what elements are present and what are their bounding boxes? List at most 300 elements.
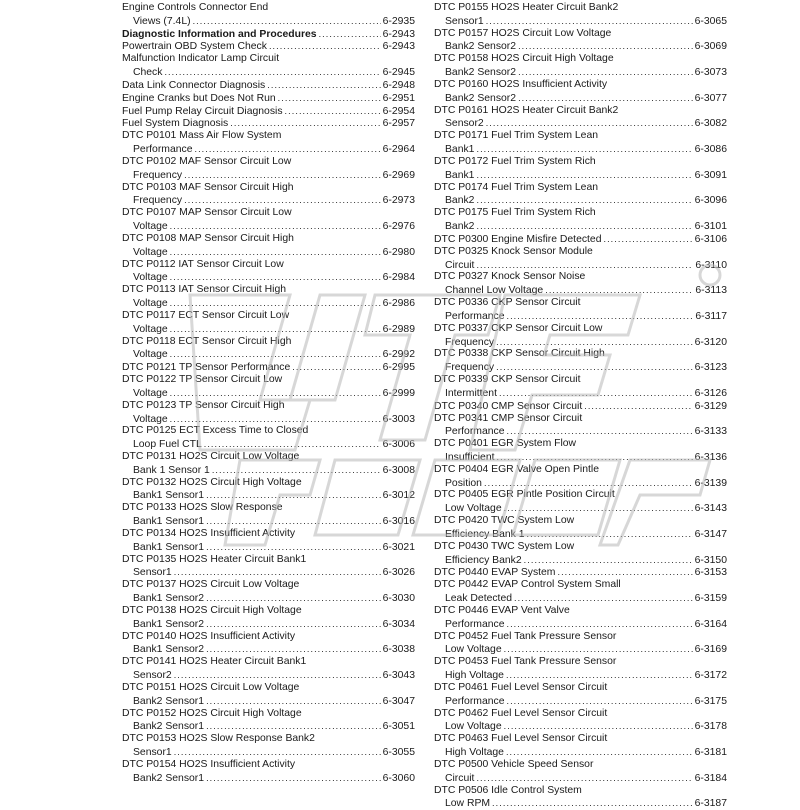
- entry-title-line: Performance: [445, 695, 505, 707]
- entry-title-line: High Voltage: [445, 747, 504, 759]
- page-number: 6-3047: [382, 695, 415, 707]
- page-number: 6-3051: [382, 721, 415, 733]
- toc-right-entry[interactable]: [434, 464, 727, 490]
- toc-left-entry[interactable]: [122, 374, 415, 400]
- page-number: 6-2986: [382, 298, 415, 310]
- entry-title-line: Performance: [445, 618, 505, 630]
- entry-title-line: DTC P0461 Fuel Level Sensor Circuit: [434, 681, 608, 693]
- entry-title-line: Views (7.4L): [133, 15, 191, 27]
- toc-right-column: [434, 2, 727, 810]
- page-number: 6-3003: [382, 413, 415, 425]
- dot-leader: [527, 528, 693, 541]
- entry-title-line: Bank1: [445, 144, 475, 156]
- page-number: 6-3113: [695, 285, 727, 297]
- dot-leader: [506, 425, 692, 438]
- toc-left-entry[interactable]: [122, 361, 415, 374]
- entry-title-line: Low Voltage: [445, 721, 502, 733]
- entry-title-line: DTC P0125 ECT Excess Time to Closed: [122, 425, 309, 437]
- toc-left-entry[interactable]: [122, 233, 415, 259]
- entry-title-line: DTC P0405 EGR Pintle Position Circuit: [434, 489, 615, 501]
- dot-leader: [506, 669, 693, 682]
- page-number: 6-2948: [382, 79, 415, 91]
- page-number: 6-3164: [694, 618, 727, 630]
- toc-left-entry[interactable]: [122, 477, 415, 503]
- entry-title-line: Frequency: [445, 362, 495, 374]
- entry-title-line: DTC P0151 HO2S Circuit Low Voltage: [122, 681, 300, 693]
- entry-title-line: Frequency: [445, 336, 495, 348]
- toc-right-entry[interactable]: [434, 271, 727, 297]
- dot-leader: [545, 284, 693, 297]
- entry-title-line: DTC P0122 TP Sensor Circuit Low: [122, 374, 283, 386]
- dot-leader: [206, 541, 381, 554]
- page-number: 6-3110: [695, 259, 727, 271]
- entry-title-line: Sensor2: [445, 118, 484, 130]
- toc-right-entry[interactable]: [434, 579, 727, 605]
- dot-leader: [506, 746, 693, 759]
- page-number: 6-3021: [382, 541, 415, 553]
- page-number: 6-3136: [694, 451, 727, 463]
- entry-title-line: DTC P0430 TWC System Low: [434, 540, 575, 552]
- entry-title-line: Low Voltage: [445, 644, 502, 656]
- dot-leader: [506, 310, 693, 323]
- entry-title-line: High Voltage: [445, 670, 504, 682]
- toc-right-entry[interactable]: [434, 105, 727, 131]
- toc-left-entry[interactable]: [122, 182, 415, 208]
- dot-leader: [206, 515, 381, 528]
- dot-leader: [193, 15, 381, 28]
- toc-right-entry[interactable]: [434, 566, 727, 579]
- entry-title-line: DTC P0101 Mass Air Flow System: [122, 130, 282, 142]
- dot-leader: [267, 79, 380, 92]
- toc-left-entry[interactable]: [122, 528, 415, 554]
- page-number: 6-3181: [694, 747, 727, 759]
- dot-leader: [518, 66, 693, 79]
- entry-title-line: DTC P0463 Fuel Level Sensor Circuit: [434, 733, 608, 745]
- page-number: 6-2999: [382, 387, 415, 399]
- toc-left-entry[interactable]: [122, 733, 415, 759]
- toc-left-entry[interactable]: [122, 259, 415, 285]
- entry-title-line: Data Link Connector Diagnosis: [122, 79, 266, 91]
- page-number: 6-2964: [382, 144, 415, 156]
- entry-title-line: DTC P0158 HO2S Circuit High Voltage: [434, 53, 614, 65]
- entry-title-line: Sensor1: [133, 567, 172, 579]
- toc-right-entry[interactable]: [434, 438, 727, 464]
- entry-title-line: Channel Low Voltage: [445, 285, 544, 297]
- dot-leader: [170, 387, 381, 400]
- entry-title-line: DTC P0338 CKP Sensor Circuit High: [434, 348, 605, 360]
- toc-right-entry[interactable]: [434, 785, 727, 810]
- toc-right-entry[interactable]: [434, 541, 727, 567]
- toc-left-entry[interactable]: [122, 656, 415, 682]
- entry-title-line: DTC P0404 EGR Valve Open Pintle: [434, 463, 599, 475]
- entry-title-line: Bank2: [445, 221, 475, 233]
- entry-title-line: Leak Detected: [445, 593, 513, 605]
- page-number: 6-3184: [694, 772, 727, 784]
- dot-leader: [476, 194, 692, 207]
- entry-title-line: Malfunction Indicator Lamp Circuit: [122, 53, 280, 65]
- entry-title-line: Check: [133, 67, 163, 79]
- toc-right-entry[interactable]: [434, 374, 727, 400]
- entry-title-line: Efficiency Bank 1: [445, 528, 525, 540]
- entry-title-line: Frequency: [133, 169, 183, 181]
- entry-title-line: DTC P0327 Knock Sensor Noise: [434, 271, 586, 283]
- entry-title-line: DTC P0107 MAP Sensor Circuit Low: [122, 207, 292, 219]
- entry-title-line: Bank1 Sensor2: [133, 644, 205, 656]
- toc-left-entry[interactable]: [122, 682, 415, 708]
- toc-left-entry[interactable]: [122, 336, 415, 362]
- page-number: 6-2976: [382, 221, 415, 233]
- toc-left-entry[interactable]: [122, 92, 415, 105]
- entry-title-line: Performance: [445, 310, 505, 322]
- dot-leader: [278, 92, 381, 105]
- entry-title-line: DTC P0300 Engine Misfire Detected: [434, 233, 602, 245]
- entry-title-line: Engine Controls Connector End: [122, 2, 269, 13]
- entry-title-line: Performance: [445, 426, 505, 438]
- toc-left-entry[interactable]: [122, 284, 415, 310]
- page-number: 6-3172: [694, 670, 727, 682]
- page-number: 6-3060: [382, 772, 415, 784]
- page-number: 6-2989: [382, 323, 415, 335]
- toc-left-entry[interactable]: [122, 708, 415, 734]
- dot-leader: [206, 618, 381, 631]
- page-number: 6-3187: [694, 798, 727, 810]
- page-number: 6-3077: [694, 92, 727, 104]
- page-number: 6-3178: [694, 721, 727, 733]
- dot-leader: [206, 720, 381, 733]
- entry-title-line: DTC P0137 HO2S Circuit Low Voltage: [122, 579, 300, 591]
- entry-title-line: DTC P0155 HO2S Heater Circuit Bank2: [434, 2, 619, 13]
- entry-title-line: Bank1 Sensor2: [133, 618, 205, 630]
- entry-title-line: Position: [445, 477, 482, 489]
- dot-leader: [206, 695, 381, 708]
- entry-title-line: DTC P0420 TWC System Low: [434, 515, 575, 527]
- entry-title-line: Voltage: [133, 221, 168, 233]
- entry-title-line: DTC P0138 HO2S Circuit High Voltage: [122, 604, 302, 616]
- entry-title-line: DTC P0500 Vehicle Speed Sensor: [434, 758, 594, 770]
- toc-left-entry[interactable]: [122, 425, 415, 451]
- page-number: 6-2951: [382, 92, 415, 104]
- entry-title-line: Voltage: [133, 298, 168, 310]
- dot-leader: [269, 40, 381, 53]
- dot-leader: [506, 618, 692, 631]
- entry-title-line: Sensor1: [133, 747, 172, 759]
- dot-leader: [170, 220, 381, 233]
- entry-title-line: DTC P0118 ECT Sensor Circuit High: [122, 335, 292, 347]
- entry-title-line: DTC P0174 Fuel Trim System Lean: [434, 181, 599, 193]
- toc-right-entry[interactable]: [434, 53, 727, 79]
- entry-title-line: DTC P0153 HO2S Slow Response Bank2: [122, 733, 315, 745]
- page-number: 6-3016: [382, 516, 415, 528]
- entry-title-line: Low RPM: [445, 798, 491, 810]
- toc-left-entry[interactable]: [122, 53, 415, 79]
- toc-right-entry[interactable]: [434, 182, 727, 208]
- entry-title-line: DTC P0135 HO2S Heater Circuit Bank1: [122, 553, 307, 565]
- page-number: 6-3139: [694, 477, 727, 489]
- dot-leader: [518, 92, 693, 105]
- entry-title-line: Bank2 Sensor2: [445, 92, 517, 104]
- page-number: 6-3012: [382, 490, 415, 502]
- dot-leader: [285, 105, 381, 118]
- page-number: 6-2945: [382, 67, 415, 79]
- entry-title-line: Intermittent: [445, 387, 497, 399]
- dot-leader: [292, 361, 380, 374]
- toc-left-entry[interactable]: [122, 400, 415, 426]
- dot-leader: [584, 400, 692, 413]
- page-number: 6-2969: [382, 169, 415, 181]
- dot-leader: [486, 15, 693, 28]
- page-number: 6-2984: [382, 272, 415, 284]
- toc-right-entry[interactable]: [434, 733, 727, 759]
- entry-title-line: DTC P0113 IAT Sensor Circuit High: [122, 284, 287, 296]
- dot-leader: [170, 246, 381, 259]
- page-number: 6-3150: [694, 554, 727, 566]
- dot-leader: [206, 489, 381, 502]
- dot-leader: [504, 643, 693, 656]
- toc-left-entry[interactable]: [122, 79, 415, 92]
- entry-title-line: DTC P0123 TP Sensor Circuit High: [122, 399, 285, 411]
- page-number: 6-3073: [694, 67, 727, 79]
- entry-title-line: Powertrain OBD System Check: [122, 41, 267, 53]
- entry-title-line: DTC P0160 HO2S Insufficient Activity: [434, 78, 608, 90]
- entry-title-line: Bank1: [445, 169, 475, 181]
- toc-left-column: [122, 2, 415, 785]
- page-number: 6-3096: [694, 195, 727, 207]
- dot-leader: [174, 566, 381, 579]
- toc-left-entry[interactable]: [122, 207, 415, 233]
- dot-leader: [514, 592, 693, 605]
- entry-title-line: DTC P0325 Knock Sensor Module: [434, 245, 593, 257]
- page-number: 6-3147: [694, 528, 727, 540]
- toc-left-entry[interactable]: [122, 117, 415, 130]
- page-number: 6-2973: [382, 195, 415, 207]
- toc-right-entry[interactable]: [434, 656, 727, 682]
- entry-title-line: Bank1 Sensor2: [133, 593, 205, 605]
- toc-right-entry[interactable]: [434, 605, 727, 631]
- dot-leader: [170, 271, 381, 284]
- entry-title-line: DTC P0171 Fuel Trim System Lean: [434, 130, 599, 142]
- dot-leader: [206, 772, 381, 785]
- toc-right-entry[interactable]: [434, 233, 727, 246]
- toc-right-entry[interactable]: [434, 207, 727, 233]
- toc-left-entry[interactable]: [122, 130, 415, 156]
- entry-title-line: DTC P0117 ECT Sensor Circuit Low: [122, 309, 290, 321]
- page-number: 6-3038: [382, 644, 415, 656]
- toc-left-entry[interactable]: [122, 156, 415, 182]
- toc-right-entry[interactable]: [434, 682, 727, 708]
- entry-title-line: Bank1 Sensor1: [133, 541, 205, 553]
- dot-leader: [206, 592, 381, 605]
- entry-title-line: Fuel System Diagnosis: [122, 118, 229, 130]
- dot-leader: [476, 259, 693, 272]
- toc-left-entry[interactable]: [122, 502, 415, 528]
- entry-title-line: Loop Fuel CTL: [133, 439, 202, 451]
- page-number: 6-2995: [382, 362, 415, 374]
- entry-title-line: DTC P0152 HO2S Circuit High Voltage: [122, 707, 302, 719]
- toc-right-entry[interactable]: [434, 323, 727, 349]
- entry-title-line: Engine Cranks but Does Not Run: [122, 92, 276, 104]
- toc-left-entry[interactable]: [122, 105, 415, 118]
- entry-title-line: DTC P0102 MAF Sensor Circuit Low: [122, 155, 292, 167]
- entry-title-line: DTC P0132 HO2S Circuit High Voltage: [122, 476, 302, 488]
- dot-leader: [170, 297, 381, 310]
- page-number: 6-3065: [694, 15, 727, 27]
- dot-leader: [174, 669, 381, 682]
- entry-title-line: DTC P0340 CMP Sensor Circuit: [434, 400, 583, 412]
- toc-left-entry[interactable]: [122, 310, 415, 336]
- entry-title-line: Performance: [133, 144, 193, 156]
- toc-right-entry[interactable]: [434, 2, 727, 28]
- dot-leader: [476, 143, 692, 156]
- dot-leader: [184, 169, 381, 182]
- entry-title-line: DTC P0103 MAF Sensor Circuit High: [122, 181, 294, 193]
- entry-title-line: Sensor1: [445, 15, 484, 27]
- entry-title-line: Voltage: [133, 413, 168, 425]
- page-number: 6-3159: [694, 593, 727, 605]
- toc-right-entry[interactable]: [434, 759, 727, 785]
- entry-title-line: Voltage: [133, 349, 168, 361]
- toc-left-entry[interactable]: [122, 40, 415, 53]
- entry-title-line: DTC P0133 HO2S Slow Response: [122, 502, 283, 514]
- dot-leader: [484, 477, 693, 490]
- dot-leader: [557, 566, 692, 579]
- entry-title-line: DTC P0506 Idle Control System: [434, 784, 582, 796]
- entry-title-line: DTC P0141 HO2S Heater Circuit Bank1: [122, 656, 307, 668]
- page-number: 6-3101: [694, 221, 727, 233]
- toc-left-entry[interactable]: [122, 28, 415, 41]
- entry-title-line: DTC P0140 HO2S Insufficient Activity: [122, 630, 296, 642]
- toc-right-entry[interactable]: [434, 156, 727, 182]
- toc-left-entry[interactable]: [122, 554, 415, 580]
- page-number: 6-2992: [382, 349, 415, 361]
- dot-leader: [504, 502, 693, 515]
- page-number: 6-3069: [694, 41, 727, 53]
- page-number: 6-3153: [694, 567, 727, 579]
- entry-title-line: DTC P0453 Fuel Tank Pressure Sensor: [434, 656, 617, 668]
- entry-title-line: DTC P0339 CKP Sensor Circuit: [434, 374, 581, 386]
- dot-leader: [476, 772, 692, 785]
- page-number: 6-3143: [694, 503, 727, 515]
- page-number: 6-3117: [695, 310, 727, 322]
- entry-title-line: DTC P0462 Fuel Level Sensor Circuit: [434, 707, 608, 719]
- page-number: 6-3055: [382, 747, 415, 759]
- dot-leader: [506, 695, 692, 708]
- dot-leader: [194, 143, 380, 156]
- dot-leader: [164, 66, 380, 79]
- entry-title-line: DTC P0442 EVAP Control System Small: [434, 579, 621, 591]
- toc-right-entry[interactable]: [434, 631, 727, 657]
- dot-leader: [476, 169, 692, 182]
- page-number: 6-3169: [694, 644, 727, 656]
- dot-leader: [496, 336, 693, 349]
- entry-title-line: DTC P0154 HO2S Insufficient Activity: [122, 758, 296, 770]
- page-number: 6-2954: [382, 105, 415, 117]
- toc-left-entry[interactable]: [122, 2, 415, 28]
- dot-leader: [496, 361, 693, 374]
- toc-right-entry[interactable]: [434, 79, 727, 105]
- toc-left-entry[interactable]: [122, 579, 415, 605]
- entry-title-line: DTC P0175 Fuel Trim System Rich: [434, 207, 596, 219]
- dot-leader: [603, 233, 692, 246]
- entry-title-line: Bank2 Sensor1: [133, 721, 205, 733]
- entry-title-line: Bank2: [445, 195, 475, 207]
- dot-leader: [499, 387, 693, 400]
- entry-title-line: DTC P0341 CMP Sensor Circuit: [434, 412, 583, 424]
- entry-title-line: DTC P0108 MAP Sensor Circuit High: [122, 232, 294, 244]
- dot-leader: [170, 323, 381, 336]
- dot-leader: [524, 554, 693, 567]
- page-number: 6-3082: [694, 118, 727, 130]
- entry-title-line: Circuit: [445, 259, 475, 271]
- entry-title-line: DTC P0401 EGR System Flow: [434, 438, 577, 450]
- page-number: 6-3120: [694, 336, 727, 348]
- entry-title-line: Circuit: [445, 772, 475, 784]
- page-number: 6-3133: [694, 426, 727, 438]
- toc-right-entry[interactable]: [434, 400, 727, 413]
- toc-right-entry[interactable]: [434, 708, 727, 734]
- entry-title-line: Bank2 Sensor2: [445, 41, 517, 53]
- entry-title-line: DTC P0134 HO2S Insufficient Activity: [122, 527, 296, 539]
- dot-leader: [174, 746, 381, 759]
- toc-right-entry[interactable]: [434, 413, 727, 439]
- toc-left-entry[interactable]: [122, 759, 415, 785]
- entry-title-line: Sensor2: [133, 670, 172, 682]
- entry-title-line: Fuel Pump Relay Circuit Diagnosis: [122, 105, 283, 117]
- entry-title-line: DTC P0172 Fuel Trim System Rich: [434, 155, 596, 167]
- entry-title-line: DTC P0452 Fuel Tank Pressure Sensor: [434, 630, 617, 642]
- dot-leader: [230, 117, 380, 130]
- page-number: 6-2980: [382, 246, 415, 258]
- page-number: 6-3008: [382, 464, 415, 476]
- page-number: 6-3043: [382, 670, 415, 682]
- entry-title-line: Low Voltage: [445, 503, 502, 515]
- toc-right-entry[interactable]: [434, 348, 727, 374]
- page-number: 6-3030: [382, 593, 415, 605]
- entry-title-line: Voltage: [133, 272, 168, 284]
- entry-title-line: DTC P0161 HO2S Heater Circuit Bank2: [434, 104, 619, 116]
- toc-right-entry[interactable]: [434, 489, 727, 515]
- page-number: 6-2943: [382, 28, 415, 40]
- dot-leader: [206, 643, 381, 656]
- toc-left-entry[interactable]: [122, 631, 415, 657]
- entry-title-line: DTC P0440 EVAP System: [434, 567, 556, 579]
- dot-leader: [170, 413, 381, 426]
- entry-title-line: DTC P0112 IAT Sensor Circuit Low: [122, 258, 284, 270]
- toc-right-entry[interactable]: [434, 246, 727, 272]
- entry-title-line: Bank1 Sensor1: [133, 516, 205, 528]
- page-number: 6-2935: [382, 15, 415, 27]
- dot-leader: [184, 194, 381, 207]
- entry-title-line: Insufficient: [445, 451, 495, 463]
- toc-right-entry[interactable]: [434, 297, 727, 323]
- dot-leader: [496, 451, 692, 464]
- page-number: 6-3129: [694, 400, 727, 412]
- entry-title-line: DTC P0336 CKP Sensor Circuit: [434, 297, 581, 309]
- entry-title-line: Bank 1 Sensor 1: [133, 464, 210, 476]
- page-number: 6-3175: [694, 695, 727, 707]
- entry-title-line: Bank2 Sensor1: [133, 695, 205, 707]
- dot-leader: [492, 797, 693, 810]
- dot-leader: [504, 720, 693, 733]
- toc-right-entry[interactable]: [434, 515, 727, 541]
- toc-left-entry[interactable]: [122, 605, 415, 631]
- page-number: 6-3106: [694, 233, 727, 245]
- toc-right-entry[interactable]: [434, 130, 727, 156]
- entry-title-line: DTC P0446 EVAP Vent Valve: [434, 604, 570, 616]
- page-number: 6-2957: [382, 118, 415, 130]
- toc-left-entry[interactable]: [122, 451, 415, 477]
- page-number: 6-3006: [382, 439, 415, 451]
- toc-right-entry[interactable]: [434, 28, 727, 54]
